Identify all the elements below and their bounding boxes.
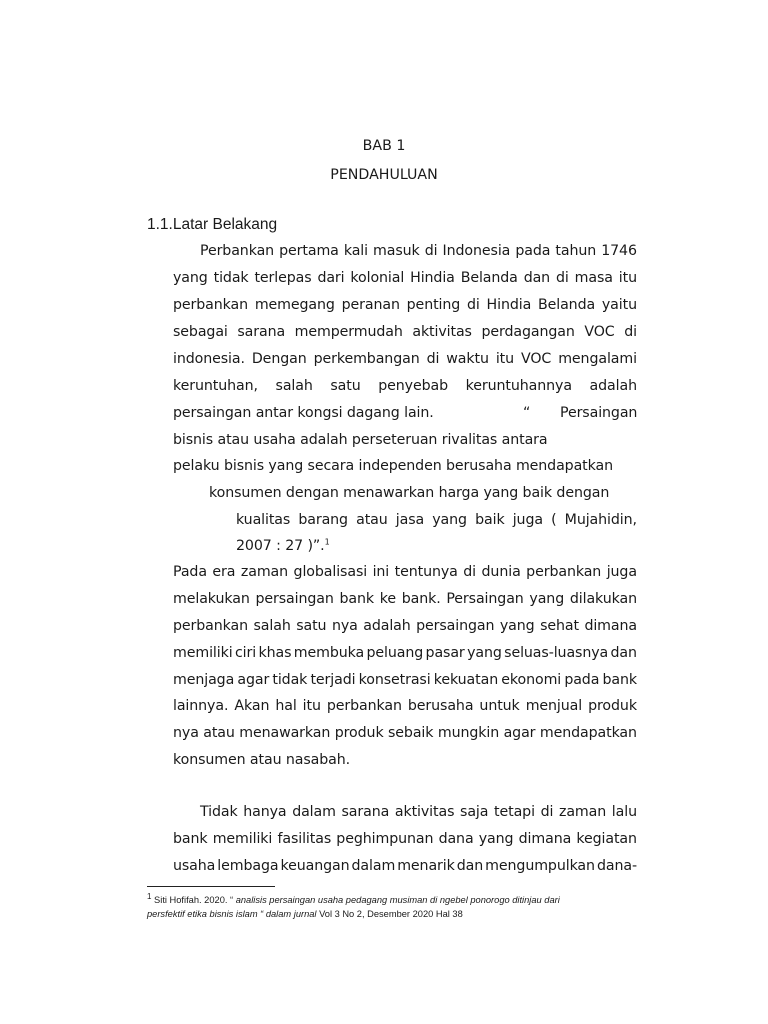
paragraph2-text: terjadi	[310, 672, 356, 688]
paragraph1-text: pertama	[279, 243, 339, 259]
paragraph2-text: Akan	[234, 698, 270, 714]
footnote-journal-prefix: dalam jurnal	[265, 909, 317, 919]
paragraph1-text: perbankan	[173, 297, 249, 313]
paragraph2-text: itu	[302, 698, 321, 714]
paragraph3-line-1	[200, 803, 637, 821]
paragraph3-text: sarana	[341, 804, 390, 820]
chapter-number: BAB 1	[362, 138, 406, 154]
paragraph1-text: Hindia	[410, 270, 455, 286]
paragraph1-line-6	[173, 377, 637, 395]
paragraph2-text: dunia	[481, 564, 521, 580]
paragraph3-text: fasilitas	[277, 831, 332, 847]
paragraph2-text: menawarkan	[239, 725, 331, 741]
quote-line-4	[236, 511, 637, 529]
paragraph1-text: penting	[406, 297, 461, 313]
paragraph1-text: tahun	[555, 243, 597, 259]
paragraph3-line-2	[173, 830, 637, 848]
word: keruntuhan,	[173, 378, 258, 394]
paragraph3-text: usaha	[173, 858, 216, 874]
paragraph2-text: ke	[379, 591, 396, 607]
paragraph2-text: bank.	[401, 591, 441, 607]
paragraph2-text: perbankan	[326, 698, 402, 714]
paragraph1-text: VOC	[584, 324, 615, 340]
paragraph2-text: mendapatkan	[539, 725, 637, 741]
paragraph2-text: menjual	[525, 698, 583, 714]
paragraph1-line-1	[200, 242, 637, 260]
paragraph1-text: dari	[317, 270, 345, 286]
paragraph3-text: mengumpulkan	[485, 858, 595, 874]
paragraph2-text: Pada	[173, 564, 207, 580]
paragraph2-text: produk	[588, 698, 637, 714]
paragraph3-text: memiliki	[212, 831, 273, 847]
paragraph2-text: dimana	[584, 618, 637, 634]
paragraph3-text: kegiatan	[576, 831, 637, 847]
paragraph2-text: tentunya	[394, 564, 458, 580]
paragraph1-text: aktivitas	[412, 324, 472, 340]
paragraph2-text: persaingan	[416, 618, 495, 634]
paragraph2-line-3	[173, 617, 637, 635]
open-quote-mark: “	[523, 405, 531, 421]
paragraph2-text: khas	[258, 645, 292, 661]
paragraph1-text: masa	[574, 270, 613, 286]
paragraph2-text: di	[463, 564, 477, 580]
paragraph1-text: terlepas	[254, 270, 312, 286]
footnote-mark: 1	[147, 891, 152, 901]
paragraph1-text: yaitu	[601, 297, 637, 313]
paragraph2-text: agar	[237, 672, 270, 688]
paragraph2-text: nya	[173, 725, 199, 741]
paragraph1-text: Belanda	[537, 297, 596, 313]
paragraph2-text: yang	[529, 591, 565, 607]
paragraph2-text: Persaingan	[446, 591, 524, 607]
paragraph2-text: untuk	[479, 698, 520, 714]
paragraph1-text: perdagangan	[481, 324, 575, 340]
quote-text: atau	[356, 512, 388, 528]
paragraph2-text: pada	[564, 672, 600, 688]
paragraph1-text: yang	[173, 270, 208, 286]
paragraph2-text: dilakukan	[569, 591, 637, 607]
paragraph1-text: mengalami	[558, 351, 637, 367]
paragraph2-line-2	[173, 590, 637, 608]
paragraph2-text: kekuatan	[433, 672, 499, 688]
paragraph2-text: juga	[606, 564, 637, 580]
section-heading: 1.1.Latar Belakang	[147, 216, 278, 233]
footnote-title: analisis persaingan usaha pedagang musiman di ngebel ponorogo ditinjau dari	[235, 895, 560, 905]
paragraph1-text: kali	[343, 243, 368, 259]
word: salah	[275, 378, 313, 394]
paragraph1-text: tidak	[213, 270, 249, 286]
word: keruntuhannya	[465, 378, 572, 394]
paragraph3-line-3	[173, 857, 637, 875]
quote-text: baik	[475, 512, 505, 528]
paragraph3-text: dana-	[596, 858, 637, 874]
paragraph2-text: tidak	[272, 672, 308, 688]
footnote-details: Vol 3 No 2, Desember 2020 Hal 38	[316, 909, 463, 919]
paragraph2-text: globalisasi	[293, 564, 368, 580]
paragraph3-text: lalu	[611, 804, 637, 820]
paragraph1-text: pada	[515, 243, 551, 259]
paragraph1-text: itu	[618, 270, 637, 286]
paragraph3-text: yang	[478, 831, 514, 847]
footnote-author: Siti Hofifah	[154, 895, 200, 905]
paragraph1-text: mempermudah	[294, 324, 403, 340]
word: adalah	[589, 378, 637, 394]
quote-text: (	[551, 512, 557, 528]
paragraph2-text: perbankan	[526, 564, 602, 580]
paragraph1-text: Belanda	[460, 270, 518, 286]
paragraph3-text: lembaga	[217, 858, 279, 874]
paragraph2-text: hal	[275, 698, 297, 714]
paragraph3-text: menarik	[397, 858, 455, 874]
paragraph2-text: bank	[339, 591, 374, 607]
paragraph2-text: agar	[503, 725, 536, 741]
paragraph1-line-7-right: Persaingan	[560, 405, 638, 421]
paragraph1-text: waktu	[446, 351, 489, 367]
paragraph1-text: dan	[523, 270, 551, 286]
paragraph3-text: peghimpunan	[336, 831, 434, 847]
paragraph2-text: satu	[296, 618, 327, 634]
paragraph2-text: peluang	[366, 645, 424, 661]
paragraph1-text: perkembangan	[313, 351, 420, 367]
paragraph2-text: nya	[331, 618, 358, 634]
paragraph2-text: produk	[334, 725, 384, 741]
paragraph3-text: di	[540, 804, 554, 820]
paragraph3-text: aktivitas	[394, 804, 455, 820]
paragraph1-text: itu	[495, 351, 515, 367]
quote-text: juga	[512, 512, 543, 528]
paragraph1-line-2	[173, 269, 637, 287]
quote-line-5	[236, 537, 330, 555]
paragraph2-text: bank	[602, 672, 637, 688]
quote-line-2: pelaku bisnis yang secara independen berusaha mendapatkan	[173, 458, 614, 474]
paragraph2-text: mungkin	[437, 725, 500, 741]
paragraph2-text: menjaga	[173, 672, 235, 688]
paragraph3-text: Tidak	[200, 804, 238, 820]
paragraph3-text: keuangan	[280, 858, 350, 874]
footnote-line-2	[147, 908, 463, 920]
quote-line-3: konsumen dengan menawarkan harga yang baik dengan	[209, 485, 610, 501]
chapter-title: PENDAHULUAN	[330, 167, 438, 183]
paragraph2-line-1	[173, 563, 637, 581]
paragraph2-text: memiliki	[173, 645, 233, 661]
quote-text: kualitas	[236, 512, 291, 528]
paragraph1-text: di	[624, 324, 637, 340]
word: satu	[330, 378, 361, 394]
paragraph2-text: atau	[203, 725, 235, 741]
paragraph2-text: yang	[499, 618, 535, 634]
paragraph2-text: konsetrasi	[358, 672, 431, 688]
quote-text: barang	[298, 512, 348, 528]
quote-text: jasa	[395, 512, 425, 528]
footnote-quote-close: “	[257, 909, 266, 919]
paragraph3-text: zaman	[558, 804, 607, 820]
paragraph1-text: Dengan	[251, 351, 307, 367]
paragraph3-text: dan	[456, 858, 484, 874]
paragraph3-text: dalam	[292, 804, 336, 820]
quote-text: 2007 : 27 )”.	[236, 538, 325, 554]
footnote-separator	[147, 886, 275, 887]
paragraph2-text: persaingan	[255, 591, 334, 607]
paragraph2-text: era	[212, 564, 236, 580]
paragraph3-text: tetapi	[494, 804, 535, 820]
paragraph3-text: hanya	[243, 804, 287, 820]
paragraph1-text: sebagai	[173, 324, 228, 340]
paragraph2-text: seluas-luasnya	[504, 645, 609, 661]
paragraph2-text: ekonomi	[501, 672, 562, 688]
footnote-title-cont: persfektif etika bisnis islam	[147, 909, 258, 919]
paragraph2-text: adalah	[363, 618, 411, 634]
paragraph1-text: Perbankan	[200, 243, 275, 259]
paragraph2-text: sebaik	[388, 725, 434, 741]
paragraph2-text: yang	[467, 645, 502, 661]
paragraph1-line-5	[173, 350, 637, 368]
paragraph2-line-8: konsumen atau nasabah.	[173, 752, 351, 768]
paragraph2-text: berusaha	[407, 698, 474, 714]
paragraph1-text: sarana	[237, 324, 286, 340]
paragraph3-text: bank	[173, 831, 208, 847]
paragraph1-text: di	[424, 243, 438, 259]
quote-text: yang	[432, 512, 467, 528]
paragraph1-text: di	[556, 270, 569, 286]
paragraph1-text: Hindia	[486, 297, 532, 313]
paragraph2-line-6	[173, 697, 637, 715]
paragraph2-text: dan	[610, 645, 637, 661]
footnote-reference: 1	[324, 537, 330, 547]
paragraph1-line-4	[173, 323, 637, 341]
paragraph2-text: lainnya.	[173, 698, 229, 714]
paragraph2-line-5	[173, 671, 637, 689]
paragraph2-text: zaman	[240, 564, 289, 580]
paragraph2-text: membuka	[293, 645, 365, 661]
paragraph1-line-3	[173, 296, 637, 314]
quote-text: Mujahidin,	[564, 512, 637, 528]
paragraph3-text: dana	[438, 831, 474, 847]
paragraph1-text: di	[466, 297, 480, 313]
paragraph2-text: salah	[253, 618, 291, 634]
paragraph2-line-4	[173, 644, 637, 662]
paragraph1-text: 1746	[601, 243, 637, 259]
paragraph1-text: di	[426, 351, 440, 367]
paragraph2-text: melakukan	[173, 591, 250, 607]
paragraph2-text: pasar	[425, 645, 465, 661]
paragraph1-text: VOC	[521, 351, 552, 367]
paragraph1-text: peranan	[341, 297, 400, 313]
footnote-year: . 2020. “	[199, 895, 236, 905]
paragraph1-text: masuk	[373, 243, 420, 259]
quote-line-1: bisnis atau usaha adalah perseteruan rivalitas antara	[173, 432, 548, 448]
paragraph3-text: dalam	[351, 858, 396, 874]
paragraph1-line-7-left: persaingan antar kongsi dagang lain.	[173, 405, 434, 421]
paragraph2-text: ini	[372, 564, 390, 580]
paragraph2-line-7	[173, 724, 637, 742]
paragraph1-text: Indonesia	[442, 243, 511, 259]
paragraph2-text: ciri	[234, 645, 257, 661]
paragraph1-text: memegang	[254, 297, 335, 313]
paragraph2-text: sehat	[540, 618, 579, 634]
paragraph1-text: indonesia.	[173, 351, 245, 367]
word: penyebab	[378, 378, 449, 394]
paragraph1-text: kolonial	[350, 270, 405, 286]
paragraph3-text: saja	[460, 804, 489, 820]
footnote-line-1	[147, 891, 560, 906]
paragraph3-text: dimana	[518, 831, 572, 847]
paragraph2-text: perbankan	[173, 618, 249, 634]
